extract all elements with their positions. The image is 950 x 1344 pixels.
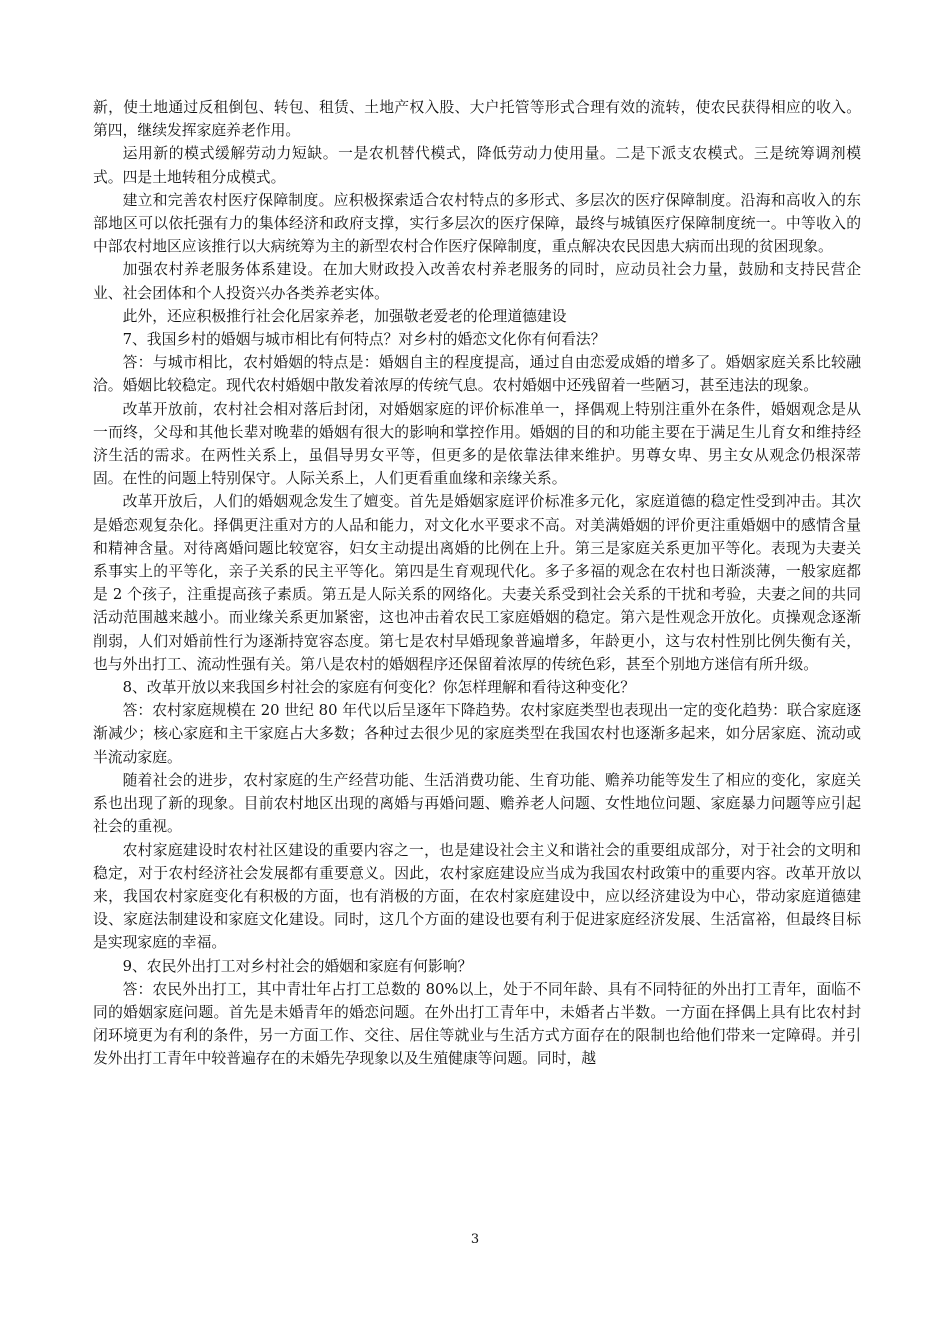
answer-8-part-1: 答：农村家庭规模在 20 世纪 80 年代以后呈逐年下降趋势。农村家庭类型也表现出一定的变化趋势：联合家庭逐渐减少；核心家庭和主干家庭占大多数；各种过去很少见的家庭类型在我国农村也逐渐多起来，如分居家庭、流动或半流动家庭。 [93,702,861,766]
paragraph-5: 此外，还应积极推行社会化居家养老，加强敬老爱老的伦理道德建设 [122,307,567,325]
answer-8-part-2: 随着社会的进步，农村家庭的生产经营功能、生活消费功能、生育功能、赡养功能等发生了相应的变化，家庭关系也出现了新的现象。目前农村地区出现的离婚与再婚问题、赡养老人问题、女性地位问题、家庭暴力问题等应引起社会的重视。 [93,771,861,836]
page-number: 3 [470,1232,480,1247]
paragraph-4: 加强农村养老服务体系建设。在加大财政投入改善农村养老服务的同时，应动员社会力量，鼓励和支持民营企业、社会团体和个人投资兴办各类养老实体。 [93,261,861,302]
answer-7-part-2: 改革开放前，农村社会相对落后封闭，对婚姻家庭的评价标准单一，择偶观上特别注重外在条件，婚姻观念是从一而终，父母和其他长辈对晚辈的婚姻有很大的影响和掌控作用。婚姻的目的和功能主要在于满足生儿育女和维持经济生活的需求。在两性关系上，虽倡导男女平等，但更多的是依靠法律来维护。男尊女卑、男主女从观念仍根深蒂固。在性的问题上特别保守。人际关系上，人们更看重血缘和亲缘关系。 [93,400,861,488]
document-page [93,96,861,1256]
answer-9-part-1: 答：农民外出打工，其中青壮年占打工总数的 80%以上，处于不同年龄、具有不同特征的外出打工青年，面临不同的婚姻家庭问题。首先是未婚青年的婚恋问题。在外出打工青年中，未婚者占半数。一方面在择偶上具有比农村封闭环境更为有利的条件，另一方面工作、交往、居住等就业与生活方式方面存在的限制也给他们带来一定障碍。并引发外出打工青年中较普遍存在的未婚先孕现象以及生殖健康等问题。同时，越 [93,980,861,1068]
paragraph-3: 建立和完善农村医疗保障制度。应积极探索适合农村特点的多形式、多层次的医疗保障制度。沿海和高收入的东部地区可以依托强有力的集体经济和政府支撑，实行多层次的医疗保障，最终与城镇医疗保障制度统一。中等收入的中部农村地区应该推行以大病统筹为主的新型农村合作医疗保障制度，重点解决农民因患大病而出现的贫困现象。 [93,191,861,256]
question-8: 8、改革开放以来我国乡村社会的家庭有何变化？你怎样理解和看待这种变化？ [122,679,636,697]
question-9: 9、农民外出打工对乡村社会的婚姻和家庭有何影响？ [122,957,473,975]
paragraph-2: 运用新的模式缓解劳动力短缺。一是农机替代模式，降低劳动力使用量。二是下派支农模式。三是统筹调剂模式。四是土地转租分成模式。 [93,145,861,186]
answer-7-part-3: 改革开放后，人们的婚姻观念发生了嬗变。首先是婚姻家庭评价标准多元化，家庭道德的稳定性受到冲击。其次是婚恋观复杂化。择偶更注重对方的人品和能力，对文化水平要求不高。对美满婚姻的评价更注重婚姻中的感情含量和精神含量。对待离婚问题比较宽容，妇女主动提出离婚的比例在上升。第三是家庭关系更加平等化。表现为夫妻关系事实上的平等化，亲子关系的民主平等化。第四是生育观现代化。多子多福的观念在农村也日渐淡薄，一般家庭都是 2 个孩子，注重提高孩子素质。第五是人际关系的网络化。夫妻关系受到社会关系的干扰和考验，夫妻之间的共同活动范围越来越小。而业缘关系更加紧密，这也冲击着农民工家庭婚姻的稳定。第六是性观念开放化。贞操观念逐渐削弱，人们对婚前性行为逐渐持宽容态度。第七是农村早婚现象普遍增多，年龄更小，这与农村性别比例失衡有关，也与外出打工、流动性强有关。第八是农村的婚姻程序还保留着浓厚的传统色彩，甚至个别地方迷信有所升级。 [93,493,861,673]
paragraph-1: 新，使土地通过反租倒包、转包、租赁、土地产权入股、大户托管等形式合理有效的流转，使农民获得相应的收入。第四，继续发挥家庭养老作用。 [93,99,861,140]
question-7: 7、我国乡村的婚姻与城市相比有何特点？对乡村的婚恋文化你有何看法？ [122,331,606,349]
answer-7-part-1: 答：与城市相比，农村婚姻的特点是：婚姻自主的程度提高，通过自由恋爱成婚的增多了。婚姻家庭关系比较融洽。婚姻比较稳定。现代农村婚姻中散发着浓厚的传统气息。农村婚姻中还残留着一些陋习，甚至违法的现象。 [93,354,861,395]
answer-8-part-3: 农村家庭建设时农村社区建设的重要内容之一，也是建设社会主义和谐社会的重要组成部分，对于社会的文明和稳定，对于农村经济社会发展都有重要意义。因此，农村家庭建设应当成为我国农村政策中的重要内容。改革开放以来，我国农村家庭变化有积极的方面，也有消极的方面，在农村家庭建设中，应以经济建设为中心，带动家庭道德建设、家庭法制建设和家庭文化建设。同时，这几个方面的建设也要有利于促进家庭经济发展、生活富裕，但最终目标是实现家庭的幸福。 [93,841,861,952]
